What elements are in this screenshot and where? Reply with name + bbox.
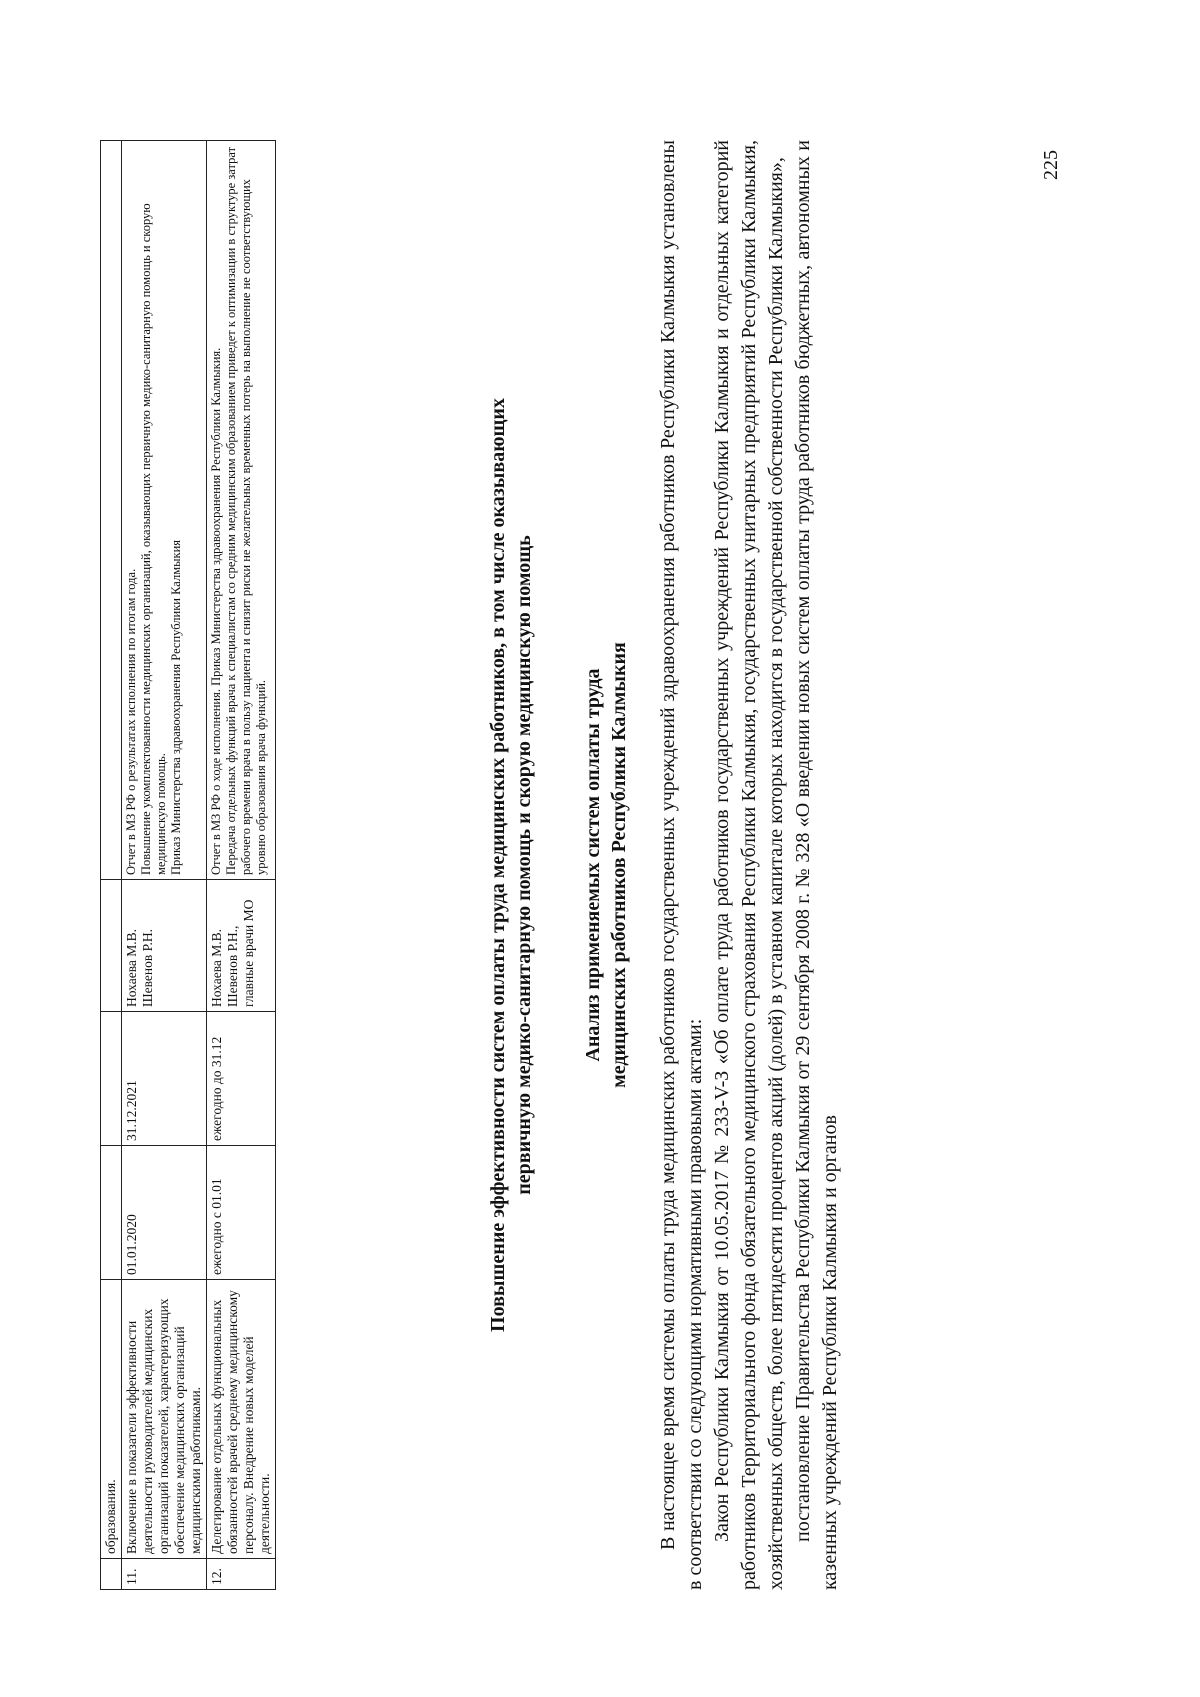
subsection-heading-line: Анализ применяемых систем оплаты труда (582, 668, 604, 1062)
result-cell (207, 141, 276, 880)
result-cell (122, 141, 207, 880)
responsible-cell: Нохаева М.В. Шевенов Р.Н. (122, 880, 207, 1012)
table-row (101, 141, 122, 1590)
responsible-cell (101, 880, 122, 1012)
result-line: Приказ Министерства здравоохранения Республики Калмыкия (169, 539, 183, 875)
row-number-cell: 11. (122, 1559, 207, 1590)
section-heading (485, 140, 537, 1590)
paragraph: Закон Республики Калмыкия от 10.05.2017 № 233-V-З «Об оплате труда работников государственных учреждений Республики Калмыкия и отдельных категорий работников Территориального фонда обязательного медицинского страхования Республики Калмыкия, государственных унитарных предприятий Республики Калмыкия, хозяйственных обществ, более пятидесяти процентов акций (долей) в уставном капитале которых находится в государственной собственности Республики Калмыкия», (711, 140, 787, 1590)
paragraph: В настоящее время системы оплаты труда медицинских работников государственных учреждений здравоохранения работников Республики Калмыкия установлены в соответствии со следующими нормативными правовыми актами: (657, 140, 706, 1590)
result-line: Повышение укомплектованности медицинских организаций, оказывающих первичную медико-санитарную помощь и скорую медицинскую помощь. (139, 203, 168, 875)
page-number: 225 (1040, 150, 1062, 180)
responsible-cell: Нохаева М.В. Шевенов Р.Н., главные врачи МО (207, 880, 276, 1012)
activity-cell: Включение в показатели эффективности деятельности руководителей медицинских организаций показателей, характеризующих обеспечение медицинских организаций медицинскими работниками. (122, 1280, 207, 1559)
row-number-cell: 12. (207, 1559, 276, 1590)
section-heading-line: Повышение эффективности систем оплаты труда медицинских работников, в том числе оказывающих (487, 398, 509, 1332)
subsection-heading (580, 140, 632, 1590)
paragraph: постановление Правительства Республики Калмыкия от 29 сентября 2008 г. № 328 «О введении новых систем оплаты труда работников бюджетных, автономных и казенных учреждений Республики Калмыкия и органов (792, 140, 841, 1590)
result-line: Отчет в МЗ РФ о результатах исполнения по итогам года. (124, 568, 138, 875)
measures-table (100, 140, 276, 1590)
row-number-cell (101, 1559, 122, 1590)
body-text (655, 140, 844, 1590)
result-cell (101, 141, 122, 880)
start-date-cell: 01.01.2020 (122, 1146, 207, 1280)
subsection-heading-line: медицинских работников Республики Калмыкия (608, 642, 630, 1088)
activity-cell: образования. (101, 1280, 122, 1559)
table-row (207, 141, 276, 1590)
activity-cell: Делегирование отдельных функциональных обязанностей врачей среднему медицинскому персоналу. Внедрение новых моделей деятельности. (207, 1280, 276, 1559)
result-line: Передача отдельных функций врача к специалистам со средним медицинским образованием приведет к оптимизации в структуре затрат рабочего времени врача в пользу пациента и снизит риски не желательных временных потерь на выполнение не соответствующих уровню образования врача функций. (224, 146, 268, 875)
result-line: Отчет в МЗ РФ о ходе исполнения. Приказ Министерства здравоохранения Республики Калмыкия. (209, 347, 223, 875)
section-heading-line: первичную медико-санитарную помощь и скорую медицинскую помощь (513, 535, 535, 1195)
start-date-cell: ежегодно с 01.01 (207, 1146, 276, 1280)
end-date-cell (101, 1012, 122, 1146)
table-row (122, 141, 207, 1590)
end-date-cell: ежегодно до 31.12 (207, 1012, 276, 1146)
start-date-cell (101, 1146, 122, 1280)
end-date-cell: 31.12.2021 (122, 1012, 207, 1146)
rotated-page (100, 120, 1100, 1610)
